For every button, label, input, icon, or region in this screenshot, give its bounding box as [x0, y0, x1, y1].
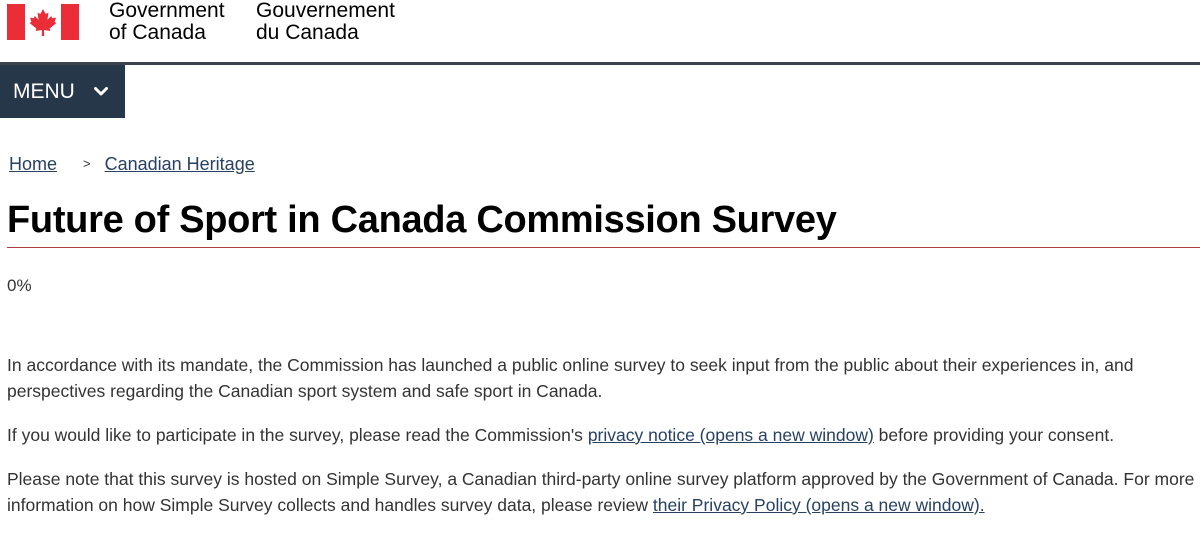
menu-button[interactable]	[0, 65, 125, 118]
intro-paragraph: In accordance with its mandate, the Commission has launched a public online survey to seek input from the public about their experiences in, and perspectives regarding the Canadian sport system and safe sport in Canada.	[7, 355, 1134, 401]
chevron-down-icon	[94, 87, 108, 97]
simple-survey-paragraph-text: Please note that this survey is hosted on Simple Survey, a Canadian third-party online survey platform approved by the Government of Canada. For more information on how Simple Survey collects and handles survey data, please review	[7, 469, 1195, 515]
government-header	[0, 0, 1200, 62]
signature-fr-line1: Gouvernement	[256, 0, 395, 22]
title-underline	[7, 247, 1200, 248]
breadcrumb-canadian-heritage-link[interactable]: Canadian Heritage	[104, 154, 255, 174]
header-divider	[0, 62, 1200, 65]
canada-flag-icon[interactable]	[7, 4, 79, 40]
progress-indicator: 0%	[7, 276, 32, 295]
breadcrumb	[9, 153, 255, 175]
signature-en-line2: of Canada	[109, 21, 206, 44]
simple-survey-paragraph	[7, 466, 1197, 518]
privacy-policy-link[interactable]: their Privacy Policy (opens a new window).	[652, 495, 985, 515]
page-title: Future of Sport in Canada Commission Survey	[7, 199, 837, 241]
privacy-notice-link[interactable]: privacy notice (opens a new window)	[587, 425, 874, 445]
privacy-paragraph-text: If you would like to participate in the survey, please read the Commission's	[7, 425, 588, 445]
breadcrumb-home-link[interactable]: Home	[9, 154, 58, 174]
menu-label: MENU	[13, 79, 75, 103]
signature-en-line1: Government	[109, 0, 225, 22]
privacy-paragraph-tail: before providing your consent.	[873, 425, 1115, 445]
signature-english[interactable]	[109, 0, 225, 44]
signature-fr-line2: du Canada	[256, 21, 359, 44]
signature-french[interactable]	[256, 0, 395, 44]
privacy-paragraph	[7, 422, 1197, 448]
breadcrumb-separator: >	[83, 156, 91, 171]
